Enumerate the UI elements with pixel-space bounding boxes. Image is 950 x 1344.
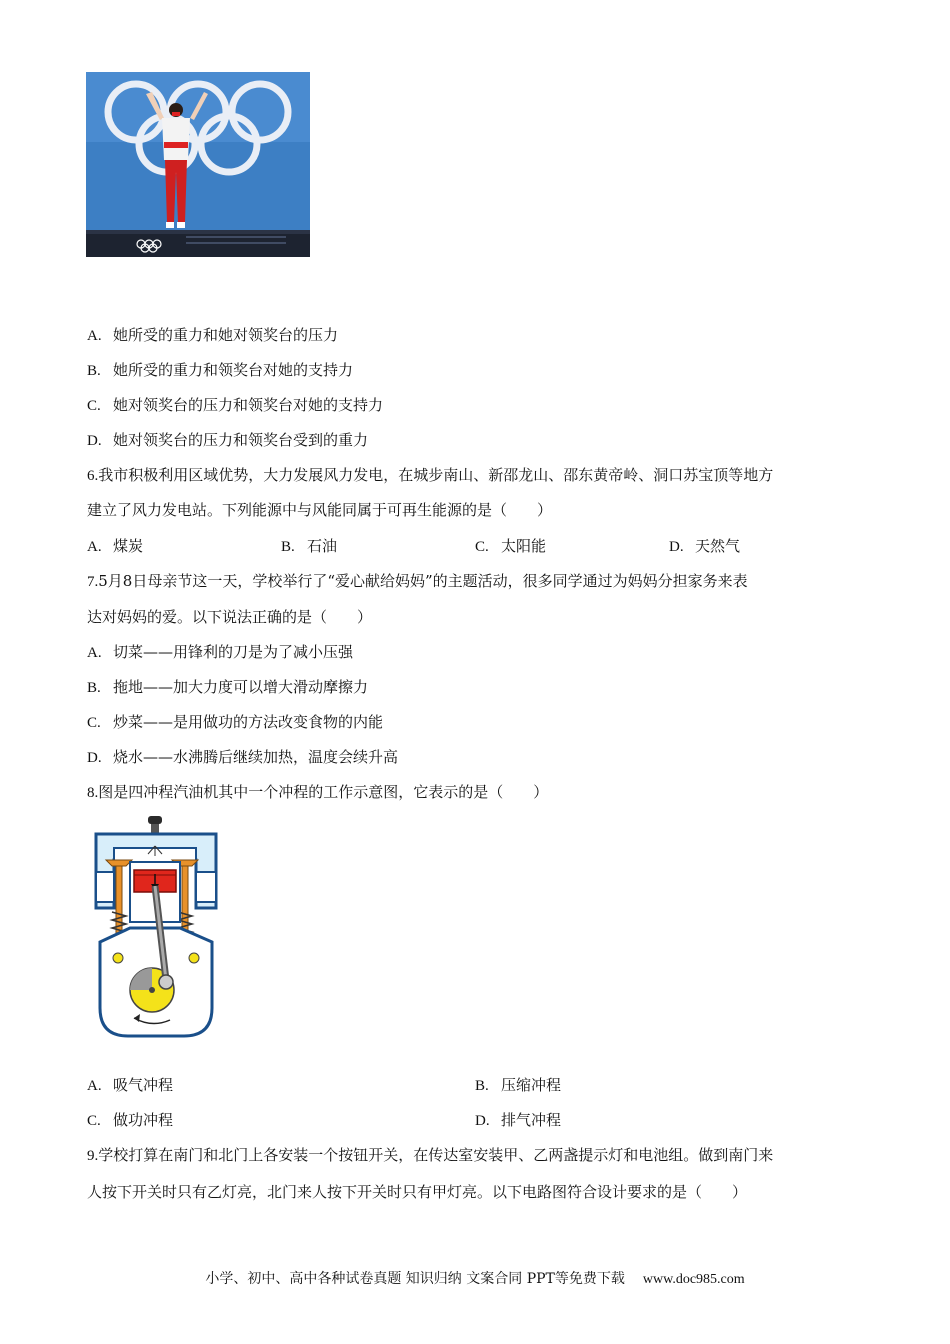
q7-option-d: D. 烧水——水沸腾后继续加热，温度会续升高 bbox=[87, 748, 399, 766]
q8-option-a: A. 吸气冲程 bbox=[87, 1076, 174, 1094]
q7-option-a: A. 切菜——用锋利的刀是为了减小压强 bbox=[87, 643, 354, 661]
page-footer bbox=[0, 1270, 950, 1289]
q8-option-c: C. 做功冲程 bbox=[87, 1111, 174, 1129]
q7-option-b: B. 拖地——加大力度可以增大滑动摩擦力 bbox=[87, 678, 369, 696]
q6-stem-line2: 建立了风力发电站。下列能源中与风能同属于可再生能源的是（ ） bbox=[87, 501, 553, 519]
q8-option-b: B. 压缩冲程 bbox=[475, 1076, 562, 1094]
footer-text: 小学、初中、高中各种试卷真题 知识归纳 文案合同 PPT等免费下载 bbox=[205, 1271, 625, 1287]
q7-stem-line2: 达对妈妈的爱。以下说法正确的是（ ） bbox=[87, 608, 373, 626]
q6-stem-line1: 6.我市积极利用区域优势，大力发展风力发电，在城步南山、新邵龙山、邵东黄帝岭、洞口苏宝顶等地方 bbox=[87, 466, 774, 484]
footer-url[interactable]: www.doc985.com bbox=[642, 1272, 745, 1287]
podium-photo bbox=[86, 72, 310, 257]
q8-option-d: D. 排气冲程 bbox=[475, 1111, 562, 1129]
podium-photo-image bbox=[86, 72, 310, 257]
q6-option-a: A. 煤炭 bbox=[87, 537, 144, 555]
q9-stem-line1: 9.学校打算在南门和北门上各安装一个按钮开关，在传达室安装甲、乙两盏提示灯和电池组。做到南门来 bbox=[87, 1146, 774, 1164]
q6-option-d: D. 天然气 bbox=[669, 537, 741, 555]
q7-stem-line1: 7.5月8日母亲节这一天，学校举行了“爱心献给妈妈”的主题活动，很多同学通过为妈妈分担家务来表 bbox=[87, 572, 748, 590]
q8-stem: 8.图是四冲程汽油机其中一个冲程的工作示意图，它表示的是（ ） bbox=[87, 783, 549, 801]
q6-option-c: C. 太阳能 bbox=[475, 537, 547, 555]
engine-diagram bbox=[90, 812, 222, 1040]
q9-stem-line2: 人按下开关时只有乙灯亮，北门来人按下开关时只有甲灯亮。以下电路图符合设计要求的是（ ） bbox=[87, 1183, 748, 1201]
q5-option-c: C. 她对领奖台的压力和领奖台对她的支持力 bbox=[87, 396, 384, 414]
q6-option-b: B. 石油 bbox=[281, 537, 338, 555]
q7-option-c: C. 炒菜——是用做功的方法改变食物的内能 bbox=[87, 713, 384, 731]
four-stroke-engine-figure bbox=[90, 812, 222, 1040]
q5-option-b: B. 她所受的重力和领奖台对她的支持力 bbox=[87, 361, 354, 379]
q5-option-d: D. 她对领奖台的压力和领奖台受到的重力 bbox=[87, 431, 369, 449]
q5-option-a: A. 她所受的重力和她对领奖台的压力 bbox=[87, 326, 339, 344]
